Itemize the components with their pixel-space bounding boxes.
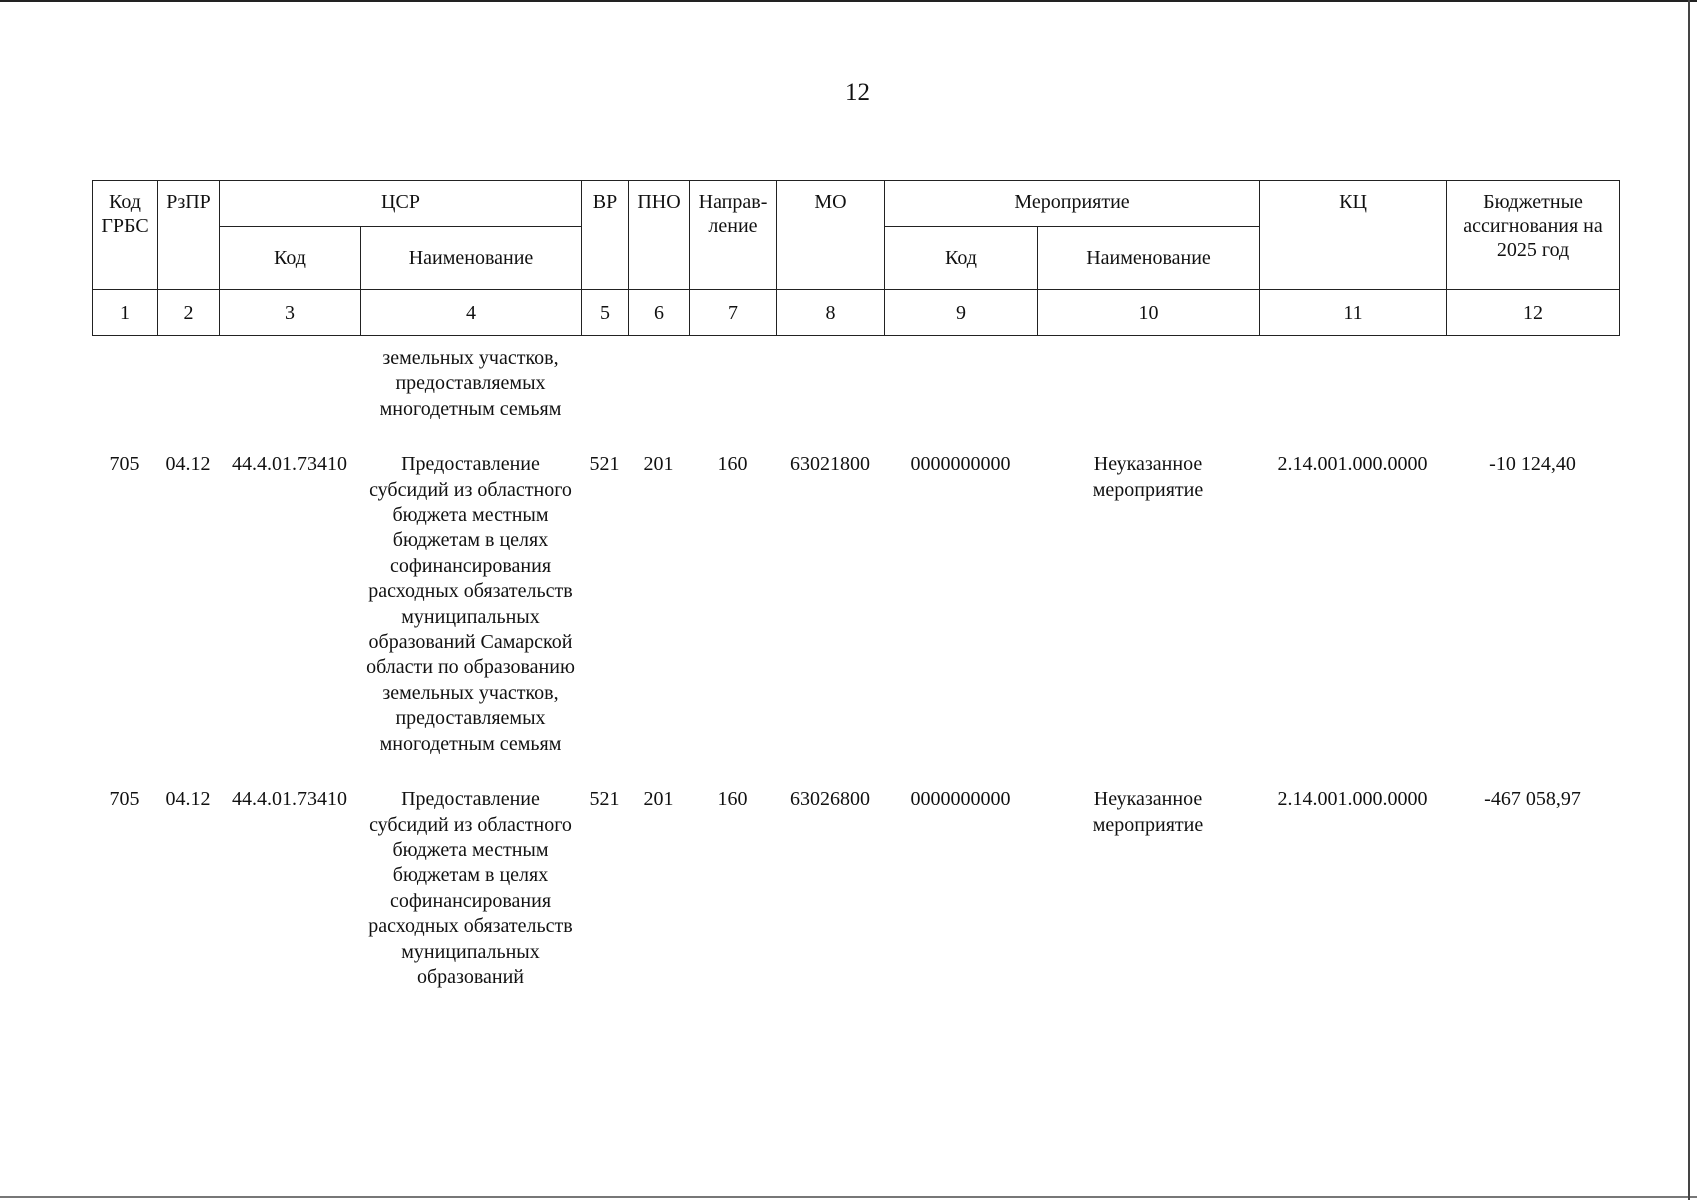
scan-right-edge	[1688, 0, 1690, 1200]
column-number: 10	[1038, 290, 1260, 336]
header-rzpr: РзПР	[158, 181, 220, 290]
cell-rzpr: 04.12	[165, 788, 211, 811]
header-napravlenie: Направ-ление	[690, 181, 777, 290]
cell-rzpr: 04.12	[165, 453, 211, 476]
continuation-name: земельных участков, предоставляемых многодетным семьям	[379, 347, 562, 420]
column-number: 6	[629, 290, 690, 336]
cell-csr-kod: 44.4.01.73410	[232, 788, 347, 811]
cell-napravlenie: 160	[717, 453, 748, 476]
cell-pno: 201	[643, 453, 674, 476]
cell-mer-kod: 0000000000	[910, 788, 1011, 811]
cell-grbs: 705	[109, 788, 140, 811]
continuation-row	[92, 346, 1619, 422]
column-number: 1	[93, 290, 158, 336]
cell-csr-kod: 44.4.01.73410	[232, 453, 347, 476]
column-number: 7	[690, 290, 777, 336]
cell-mo: 63026800	[790, 788, 870, 811]
cell-vr: 521	[589, 788, 620, 811]
column-number: 5	[582, 290, 629, 336]
cell-csr-name: Предоставление субсидий из областного бюджета местным бюджетам в целях софинансирования расходных обязательств муниципальных образований	[368, 788, 573, 988]
cell-csr-name: Предоставление субсидий из областного бюджета местным бюджетам в целях софинансирования расходных обязательств муниципальных образований Самарской области по образованию земельных участков, предоставляемых многодетным семьям	[366, 453, 575, 755]
header-mer-kod: Код	[885, 227, 1038, 290]
column-number: 12	[1447, 290, 1620, 336]
table-header	[92, 180, 1620, 336]
header-pno: ПНО	[629, 181, 690, 290]
cell-napravlenie: 160	[717, 788, 748, 811]
column-number: 4	[361, 290, 582, 336]
page-number: 12	[845, 79, 870, 106]
table-row	[92, 787, 1619, 990]
cell-kc: 2.14.001.000.0000	[1277, 453, 1428, 476]
header-csr-name: Наименование	[361, 227, 582, 290]
scan-top-edge	[0, 0, 1697, 2]
table-row	[92, 452, 1619, 757]
column-number: 2	[158, 290, 220, 336]
cell-amount: -10 124,40	[1489, 453, 1576, 476]
header-csr-kod: Код	[220, 227, 361, 290]
cell-mer-name: Неуказанное мероприятие	[1092, 788, 1204, 836]
table-body	[92, 346, 1619, 990]
header-vr: ВР	[582, 181, 629, 290]
header-csr: ЦСР	[220, 181, 582, 227]
column-number: 8	[777, 290, 885, 336]
column-number: 3	[220, 290, 361, 336]
cell-mer-kod: 0000000000	[910, 453, 1011, 476]
header-mo: МО	[777, 181, 885, 290]
cell-vr: 521	[589, 453, 620, 476]
cell-pno: 201	[643, 788, 674, 811]
header-kod-grbs: Код ГРБС	[93, 181, 158, 290]
column-number: 11	[1260, 290, 1447, 336]
cell-mer-name: Неуказанное мероприятие	[1092, 453, 1204, 501]
header-meropriyatie: Мероприятие	[885, 181, 1260, 227]
cell-grbs: 705	[109, 453, 140, 476]
header-budget: Бюджетные ассигнования на 2025 год	[1447, 181, 1620, 290]
scan-bottom-edge	[0, 1196, 1697, 1198]
cell-mo: 63021800	[790, 453, 870, 476]
header-kc: КЦ	[1260, 181, 1447, 290]
header-mer-name: Наименование	[1038, 227, 1260, 290]
column-number: 9	[885, 290, 1038, 336]
cell-kc: 2.14.001.000.0000	[1277, 788, 1428, 811]
cell-amount: -467 058,97	[1484, 788, 1581, 811]
